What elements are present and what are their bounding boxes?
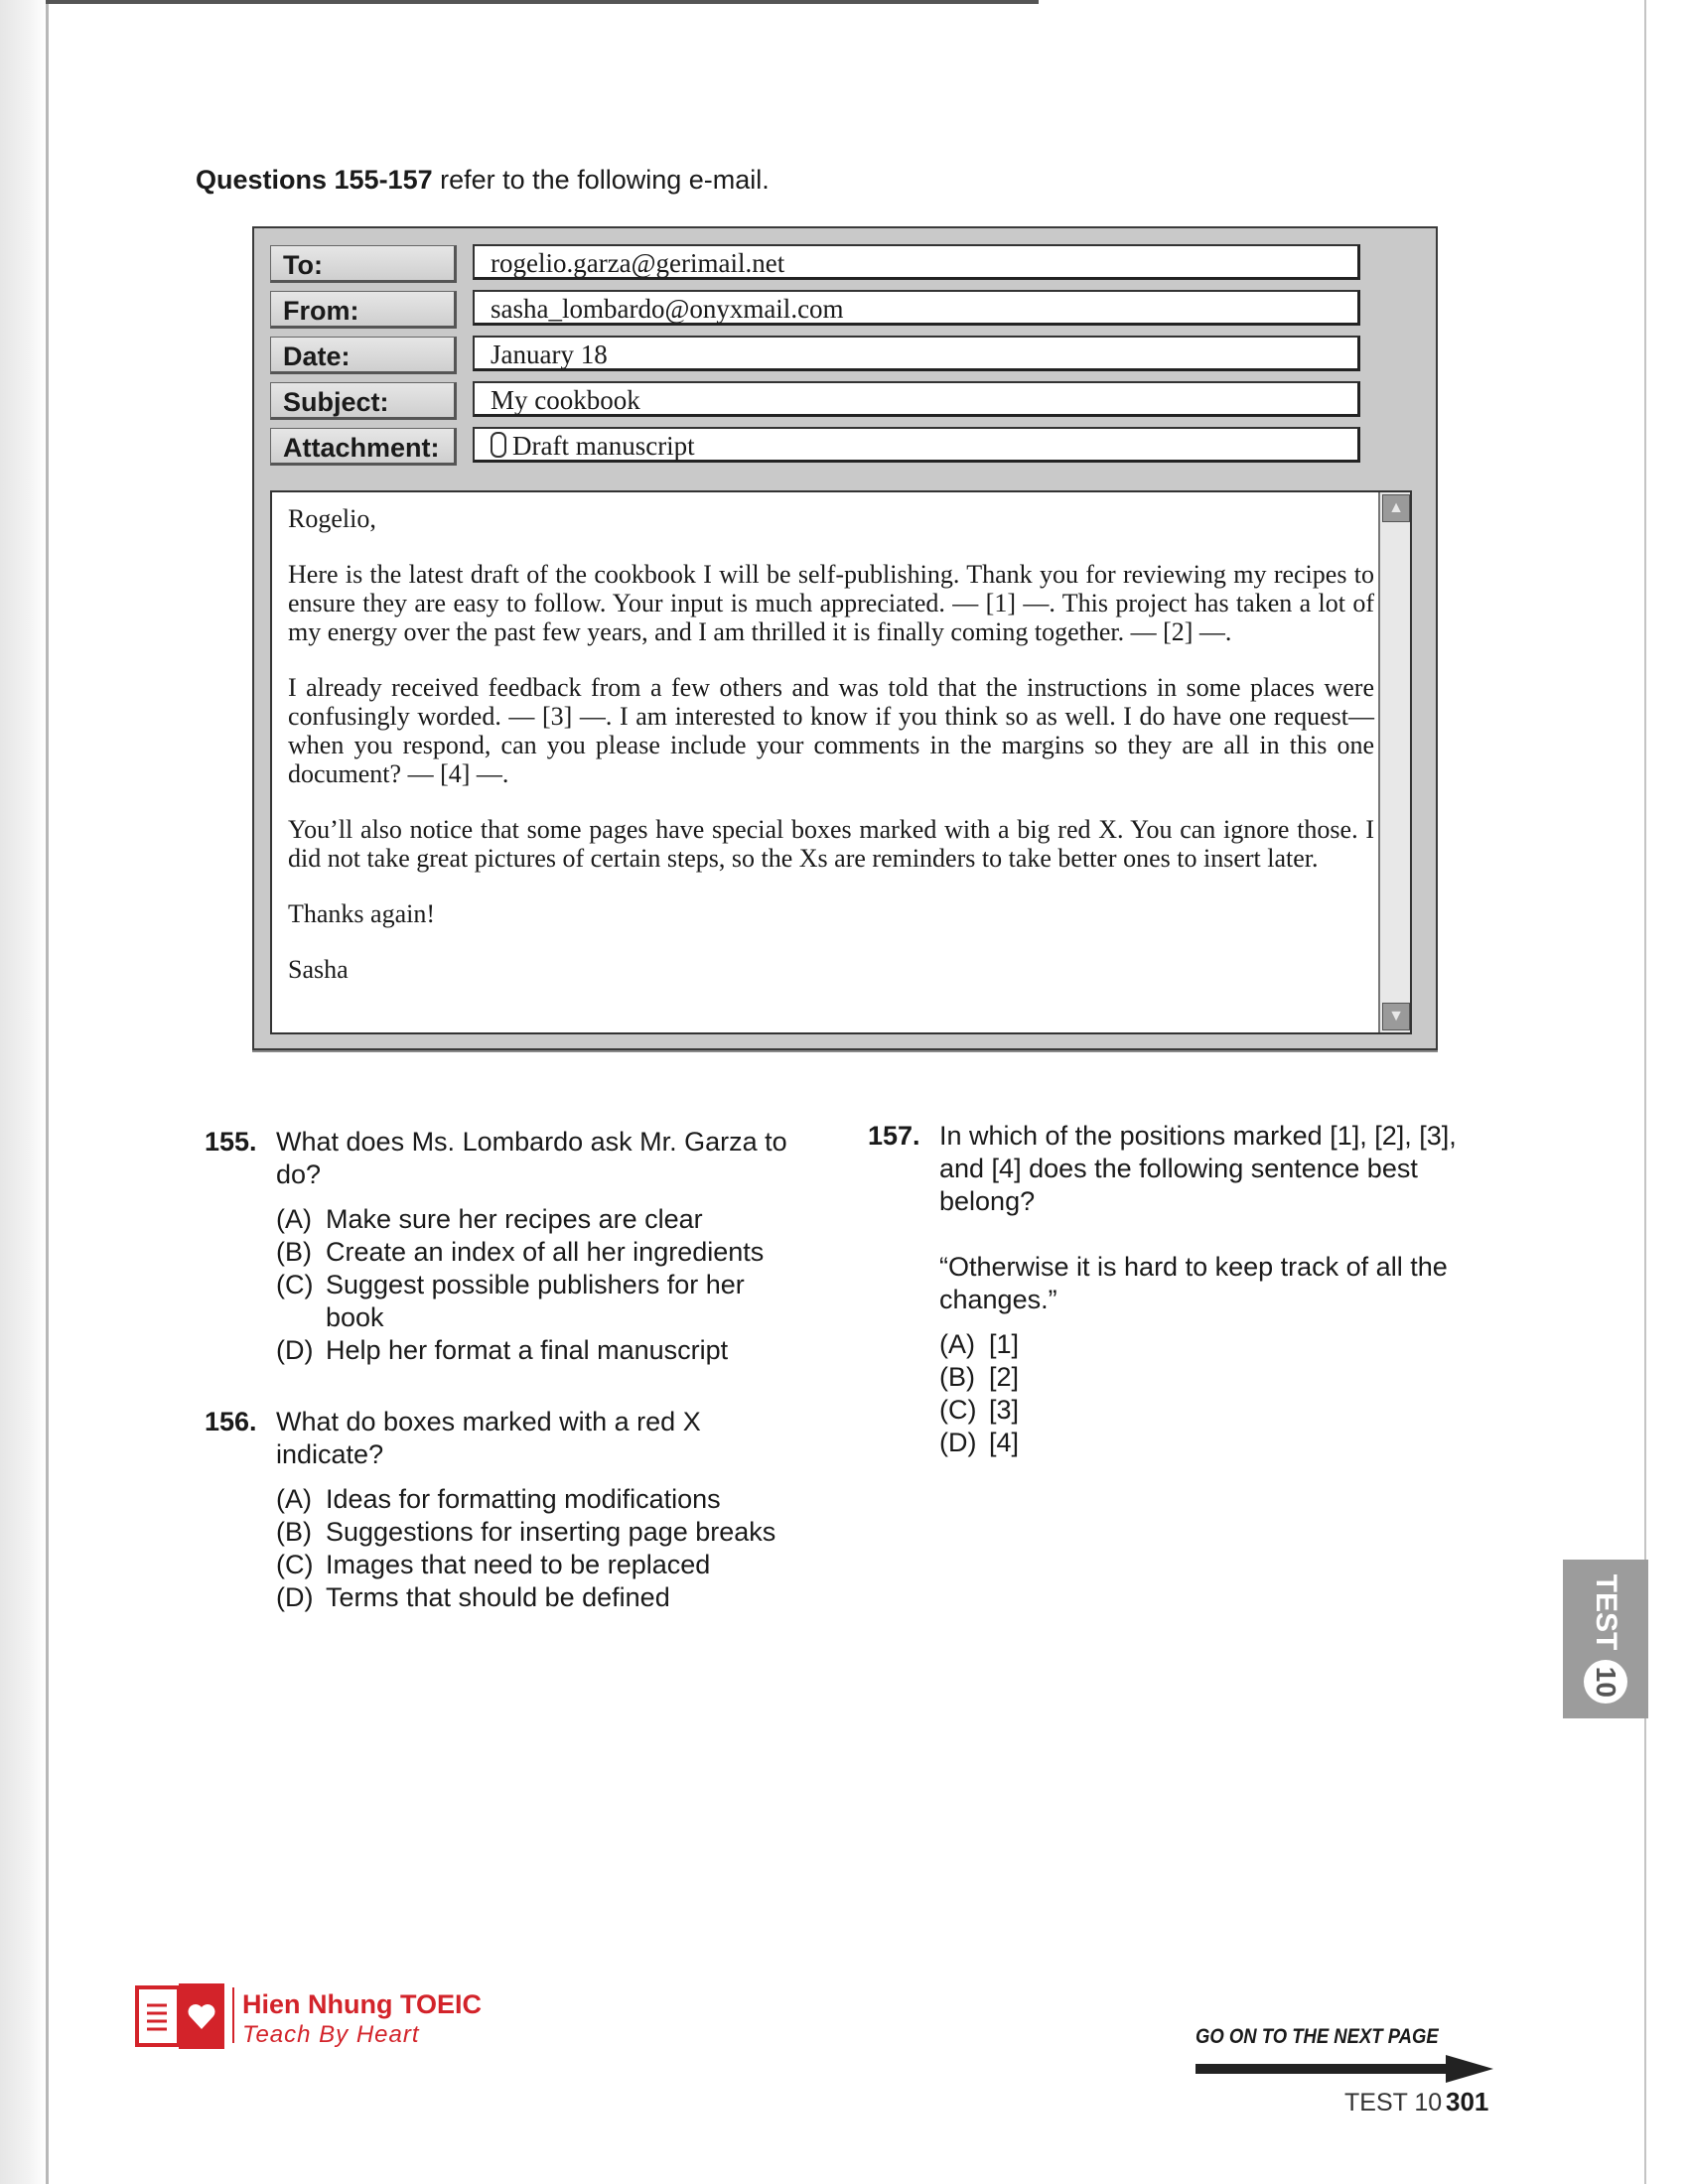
next-page-label: GO ON TO THE NEXT PAGE xyxy=(1196,2025,1439,2048)
book-heart-icon xyxy=(135,1981,226,2051)
scroll-down-icon[interactable]: ▼ xyxy=(1382,1003,1410,1030)
attachment-label: Attachment: xyxy=(270,428,457,466)
subject-label: Subject: xyxy=(270,382,457,420)
option-letter: (B) xyxy=(939,1362,975,1392)
scroll-up-icon[interactable]: ▲ xyxy=(1382,494,1410,522)
header-row-to xyxy=(270,242,1420,286)
email-window xyxy=(252,226,1438,1050)
option-letter: (B) xyxy=(276,1237,312,1267)
option-text: Terms that should be defined xyxy=(326,1582,670,1612)
option-d[interactable] xyxy=(276,1334,810,1367)
to-label: To: xyxy=(270,245,457,283)
scrollbar[interactable] xyxy=(1378,492,1410,1032)
option-c[interactable] xyxy=(276,1269,792,1334)
question-text: What does Ms. Lombardo ask Mr. Garza to do? xyxy=(276,1127,787,1189)
option-b[interactable] xyxy=(939,1361,1503,1394)
header-row-from xyxy=(270,288,1420,332)
question-156 xyxy=(205,1406,840,1614)
option-b[interactable] xyxy=(276,1236,810,1269)
option-letter: (A) xyxy=(276,1204,312,1234)
option-text: Suggest possible publishers for her book xyxy=(326,1270,745,1332)
greeting: Rogelio, xyxy=(288,504,376,533)
body-paragraph-1: Here is the latest draft of the cookbook I will be self-publishing. Thank you for reviewing my recipes to ensure they are easy to follow. Your input is much appreciated. — [1] —. This project has taken a lot of my energy over the past few years, and I am thrilled it is finally coming together. — [2] —. xyxy=(288,560,1374,646)
option-letter: (D) xyxy=(276,1335,314,1365)
tab-label: TEST xyxy=(1590,1573,1622,1651)
closing: Thanks again! xyxy=(288,899,436,928)
option-text: [1] xyxy=(989,1329,1020,1359)
footer-test-label: TEST 10 xyxy=(1344,2089,1443,2116)
attachment-field xyxy=(473,427,1360,463)
option-a[interactable] xyxy=(276,1483,840,1516)
subject-field: My cookbook xyxy=(473,381,1360,417)
option-letter: (A) xyxy=(276,1484,312,1514)
header-row-subject xyxy=(270,379,1420,423)
brand-tagline: Teach By Heart xyxy=(242,2021,420,2048)
inserted-sentence: “Otherwise it is hard to keep track of all the changes.” xyxy=(939,1252,1448,1314)
email-body xyxy=(270,490,1412,1034)
page-number: 301 xyxy=(1446,2087,1489,2116)
question-text: In which of the positions marked [1], [2], [3], and [4] does the following sentence best belong? xyxy=(939,1121,1457,1216)
test-side-tab xyxy=(1563,1560,1648,1718)
option-letter: (B) xyxy=(276,1517,312,1547)
option-text: Help her format a final manuscript xyxy=(326,1335,729,1365)
option-letter: (C) xyxy=(939,1395,977,1425)
option-a[interactable] xyxy=(939,1328,1503,1361)
header-row-date xyxy=(270,334,1420,377)
option-text: [4] xyxy=(989,1428,1020,1457)
option-letter: (D) xyxy=(939,1428,977,1457)
option-text: Suggestions for inserting page breaks xyxy=(326,1517,776,1547)
question-number: 156. xyxy=(205,1407,257,1436)
header-row-attachment xyxy=(270,425,1420,469)
question-155 xyxy=(205,1126,810,1367)
option-text: Create an index of all her ingredients xyxy=(326,1237,765,1267)
scan-right-line xyxy=(1644,0,1646,2184)
option-d[interactable] xyxy=(939,1427,1503,1459)
from-field: sasha_lombardo@onyxmail.com xyxy=(473,290,1360,326)
intro-text: refer to the following e-mail. xyxy=(432,165,770,195)
option-c[interactable] xyxy=(939,1394,1503,1427)
option-letter: (D) xyxy=(276,1582,314,1612)
option-letter: (C) xyxy=(276,1270,314,1299)
brand-divider xyxy=(232,1987,234,2043)
option-text: [3] xyxy=(989,1395,1020,1425)
question-number: 155. xyxy=(205,1127,257,1157)
option-text: [2] xyxy=(989,1362,1020,1392)
body-paragraph-3: You’ll also notice that some pages have special boxes marked with a big red X. You can ignore those. I did not take great pictures of certain steps, so the Xs are reminders to take better ones to insert later. xyxy=(288,815,1374,873)
question-157 xyxy=(868,1120,1503,1459)
option-b[interactable] xyxy=(276,1516,840,1549)
scan-top-line xyxy=(46,0,1039,4)
option-letter: (A) xyxy=(939,1329,975,1359)
to-field: rogelio.garza@gerimail.net xyxy=(473,244,1360,280)
from-label: From: xyxy=(270,291,457,329)
question-number: 157. xyxy=(868,1121,920,1151)
signature: Sasha xyxy=(288,955,349,984)
option-d[interactable] xyxy=(276,1581,840,1614)
option-text: Images that need to be replaced xyxy=(326,1550,711,1579)
date-label: Date: xyxy=(270,337,457,374)
arrow-right-icon xyxy=(1196,2055,1493,2083)
tab-number: 10 xyxy=(1584,1660,1627,1704)
option-a[interactable] xyxy=(276,1203,810,1236)
scan-margin xyxy=(0,0,46,2184)
option-c[interactable] xyxy=(276,1549,840,1581)
brand-name: Hien Nhung TOEIC xyxy=(242,1989,482,2019)
paperclip-icon xyxy=(491,432,506,458)
questions-range: Questions 155-157 xyxy=(196,165,433,195)
questions-intro xyxy=(196,165,770,196)
attachment-name: Draft manuscript xyxy=(512,431,695,461)
option-text: Make sure her recipes are clear xyxy=(326,1204,703,1234)
scan-edge-line xyxy=(46,0,49,2184)
body-paragraph-2: I already received feedback from a few others and was told that the instructions in some places were confusingly worded. — [3] —. I am interested to know if you think so as well. I do have one request—when you respond, can you please include your comments in the margins so they are all in this one document? — [4] —. xyxy=(288,673,1374,788)
question-text: What do boxes marked with a red X indicate? xyxy=(276,1407,701,1469)
date-field: January 18 xyxy=(473,336,1360,371)
option-text: Ideas for formatting modifications xyxy=(326,1484,721,1514)
option-letter: (C) xyxy=(276,1550,314,1579)
